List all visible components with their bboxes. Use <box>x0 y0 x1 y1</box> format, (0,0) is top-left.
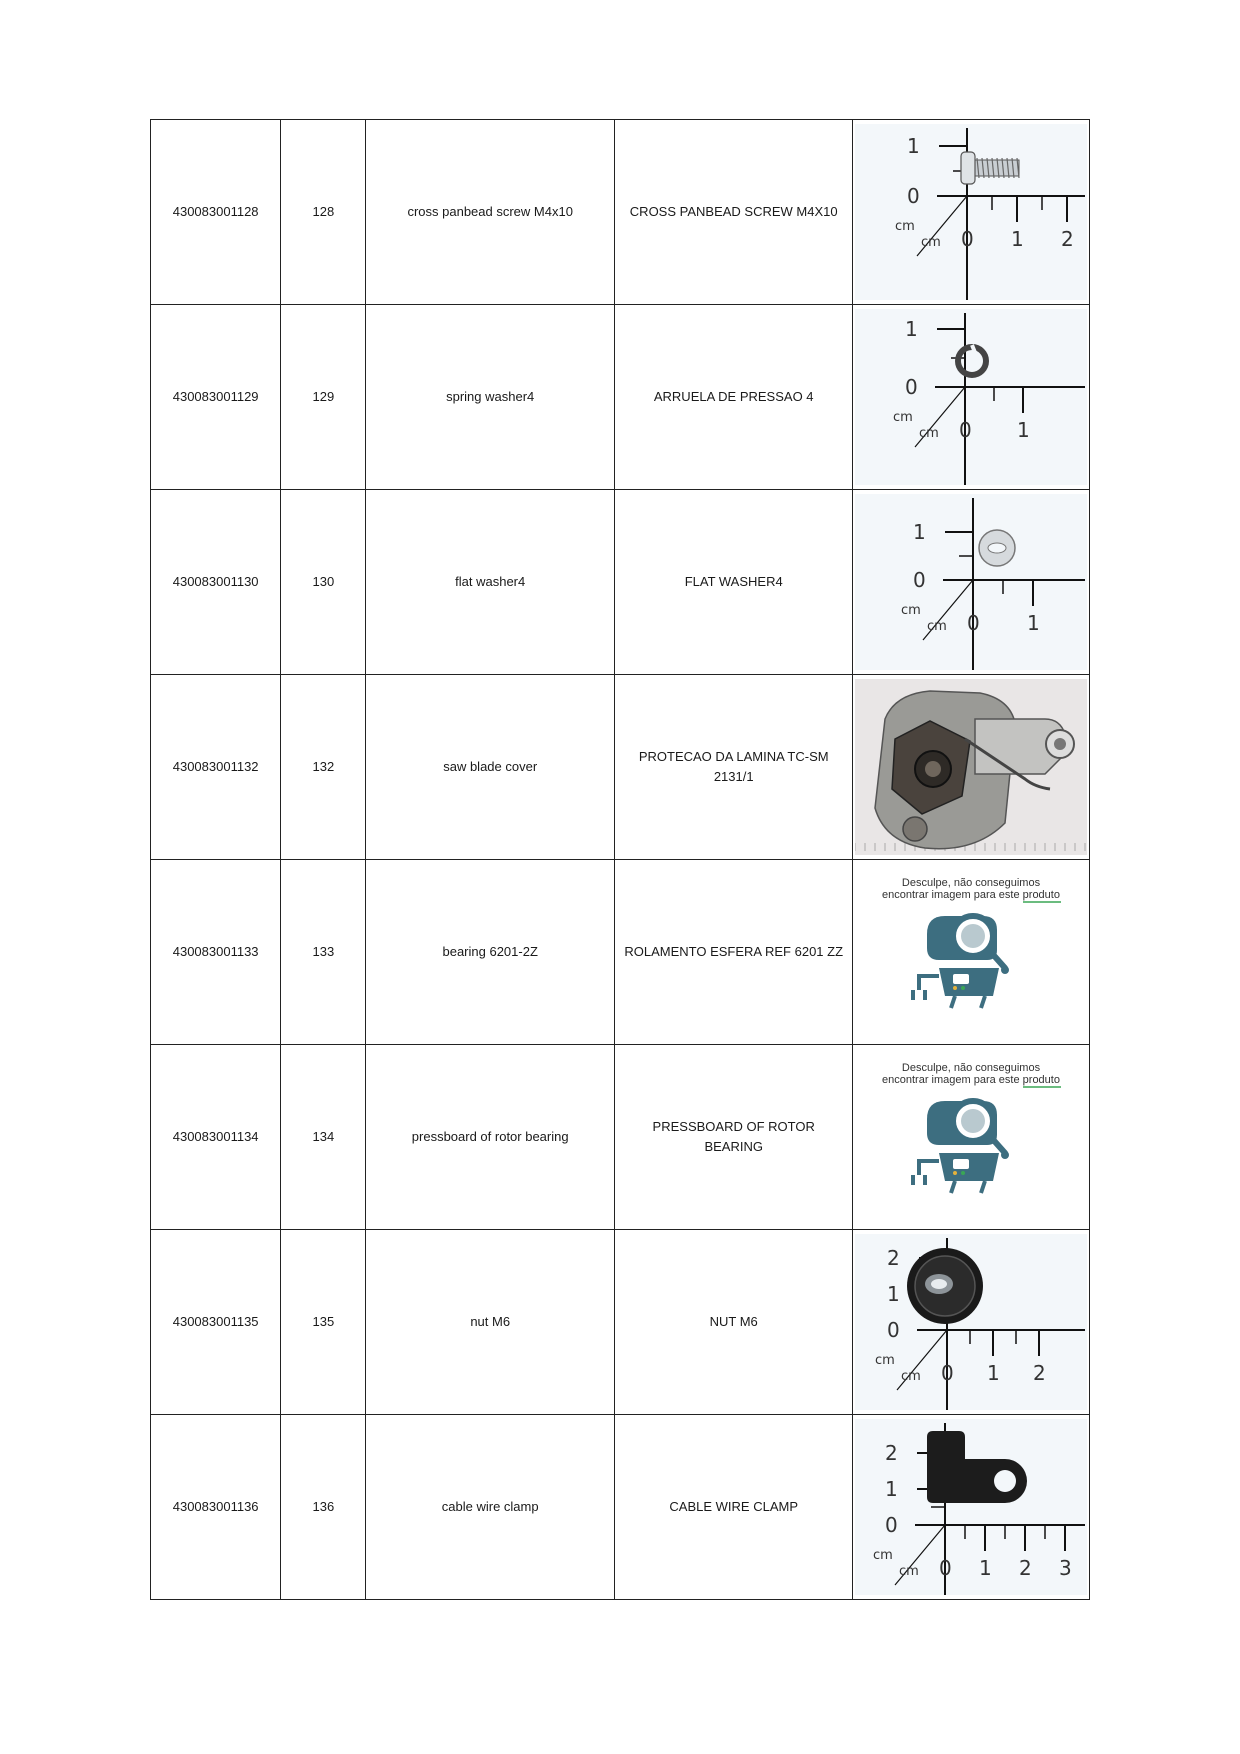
part-code-cell: 430083001133 <box>151 860 281 1045</box>
name-en-cell: pressboard of rotor bearing <box>366 1045 615 1230</box>
scale-unit-label: cm <box>899 1564 920 1579</box>
scale-x-label: 0 <box>967 611 981 635</box>
scale-y-label: 1 <box>885 1477 899 1501</box>
scale-x-label: 2 <box>1019 1556 1033 1580</box>
nut-icon <box>907 1248 983 1324</box>
part-image-cell <box>853 305 1090 490</box>
scale-unit-label: cm <box>901 1369 922 1384</box>
part-image-cell <box>853 1415 1090 1600</box>
scale-y-label: 0 <box>913 568 927 592</box>
saw-blade-cover-photo <box>855 679 1087 855</box>
part-image <box>855 494 1087 670</box>
scale-ruler <box>855 124 1087 300</box>
table-row <box>151 305 1090 490</box>
scale-x-label: 0 <box>941 1361 955 1385</box>
table-row <box>151 120 1090 305</box>
scale-x-label: 0 <box>959 418 973 442</box>
part-code-cell: 430083001136 <box>151 1415 281 1600</box>
scale-x-label: 0 <box>939 1556 953 1580</box>
part-image-cell <box>853 675 1090 860</box>
scale-x-label: 1 <box>1017 418 1031 442</box>
scale-ruler <box>855 494 1087 670</box>
part-image <box>855 1234 1087 1410</box>
part-code-cell: 430083001135 <box>151 1230 281 1415</box>
part-code-cell: 430083001129 <box>151 305 281 490</box>
scale-y-label: 0 <box>907 184 921 208</box>
scale-y-label: 0 <box>887 1318 901 1342</box>
part-image-cell <box>853 120 1090 305</box>
scale-unit-label: cm <box>927 619 948 634</box>
table-row <box>151 860 1090 1045</box>
scale-x-label: 2 <box>1061 227 1075 251</box>
scale-x-label: 1 <box>979 1556 993 1580</box>
scale-y-label: 1 <box>913 520 927 544</box>
position-cell: 133 <box>281 860 366 1045</box>
name-en-cell: cross panbead screw M4x10 <box>366 120 615 305</box>
name-en-cell: cable wire clamp <box>366 1415 615 1600</box>
part-image-cell <box>853 1230 1090 1415</box>
scale-y-label: 0 <box>905 375 919 399</box>
scale-y-label: 1 <box>905 317 919 341</box>
table-row <box>151 1415 1090 1600</box>
placeholder-text-line1: Desculpe, não conseguimos <box>902 1062 1041 1074</box>
no-image-placeholder <box>855 864 1087 1040</box>
name-pt-cell: ARRUELA DE PRESSAO 4 <box>614 305 853 490</box>
placeholder-text-line2: encontrar imagem para este produto <box>882 1074 1061 1086</box>
scale-x-label: 1 <box>1027 611 1041 635</box>
name-en-cell: spring washer4 <box>366 305 615 490</box>
part-image <box>855 309 1087 485</box>
position-cell: 135 <box>281 1230 366 1415</box>
scale-ruler <box>855 309 1087 485</box>
scale-ruler <box>855 1419 1087 1595</box>
part-image <box>855 1049 1087 1225</box>
scale-unit-label: cm <box>873 1548 894 1563</box>
name-pt-cell: ROLAMENTO ESFERA REF 6201 ZZ <box>614 860 853 1045</box>
part-code-cell: 430083001134 <box>151 1045 281 1230</box>
position-cell: 136 <box>281 1415 366 1600</box>
scale-x-label: 3 <box>1059 1556 1073 1580</box>
part-image <box>855 1419 1087 1595</box>
part-code-cell: 430083001128 <box>151 120 281 305</box>
position-cell: 132 <box>281 675 366 860</box>
scale-unit-label: cm <box>895 219 916 234</box>
scale-unit-label: cm <box>901 603 922 618</box>
part-image-cell <box>853 490 1090 675</box>
no-image-placeholder <box>855 1049 1087 1225</box>
scale-y-label: 2 <box>887 1246 901 1270</box>
part-image <box>855 124 1087 300</box>
scale-x-label: 1 <box>1011 227 1025 251</box>
part-image <box>855 679 1087 855</box>
position-cell: 134 <box>281 1045 366 1230</box>
scale-x-label: 2 <box>1033 1361 1047 1385</box>
name-pt-cell: PROTECAO DA LAMINA TC-SM 2131/1 <box>614 675 853 860</box>
name-en-cell: bearing 6201-2Z <box>366 860 615 1045</box>
scale-y-label: 1 <box>887 1282 901 1306</box>
placeholder-text-line2: encontrar imagem para este produto <box>882 889 1061 901</box>
name-en-cell: flat washer4 <box>366 490 615 675</box>
flat-washer-icon <box>979 530 1015 566</box>
table-row <box>151 675 1090 860</box>
name-en-cell: nut M6 <box>366 1230 615 1415</box>
part-image-cell <box>853 1045 1090 1230</box>
name-pt-cell: PRESSBOARD OF ROTOR BEARING <box>614 1045 853 1230</box>
table-row <box>151 490 1090 675</box>
placeholder-text-line1: Desculpe, não conseguimos <box>902 877 1041 889</box>
name-pt-cell: NUT M6 <box>614 1230 853 1415</box>
scale-y-label: 0 <box>885 1513 899 1537</box>
name-en-cell: saw blade cover <box>366 675 615 860</box>
scale-x-label: 1 <box>987 1361 1001 1385</box>
table-row <box>151 1230 1090 1415</box>
position-cell: 129 <box>281 305 366 490</box>
scale-unit-label: cm <box>921 235 942 250</box>
name-pt-cell: CABLE WIRE CLAMP <box>614 1415 853 1600</box>
part-image-cell <box>853 860 1090 1045</box>
scale-y-label: 1 <box>907 134 921 158</box>
name-pt-cell: FLAT WASHER4 <box>614 490 853 675</box>
part-image <box>855 864 1087 1040</box>
scale-unit-label: cm <box>919 426 940 441</box>
scale-y-label: 2 <box>885 1441 899 1465</box>
scale-unit-label: cm <box>875 1353 896 1368</box>
scale-unit-label: cm <box>893 410 914 425</box>
scale-x-label: 0 <box>961 227 975 251</box>
parts-table <box>150 119 1090 1600</box>
position-cell: 130 <box>281 490 366 675</box>
part-code-cell: 430083001132 <box>151 675 281 860</box>
position-cell: 128 <box>281 120 366 305</box>
part-code-cell: 430083001130 <box>151 490 281 675</box>
name-pt-cell: CROSS PANBEAD SCREW M4X10 <box>614 120 853 305</box>
table-row <box>151 1045 1090 1230</box>
